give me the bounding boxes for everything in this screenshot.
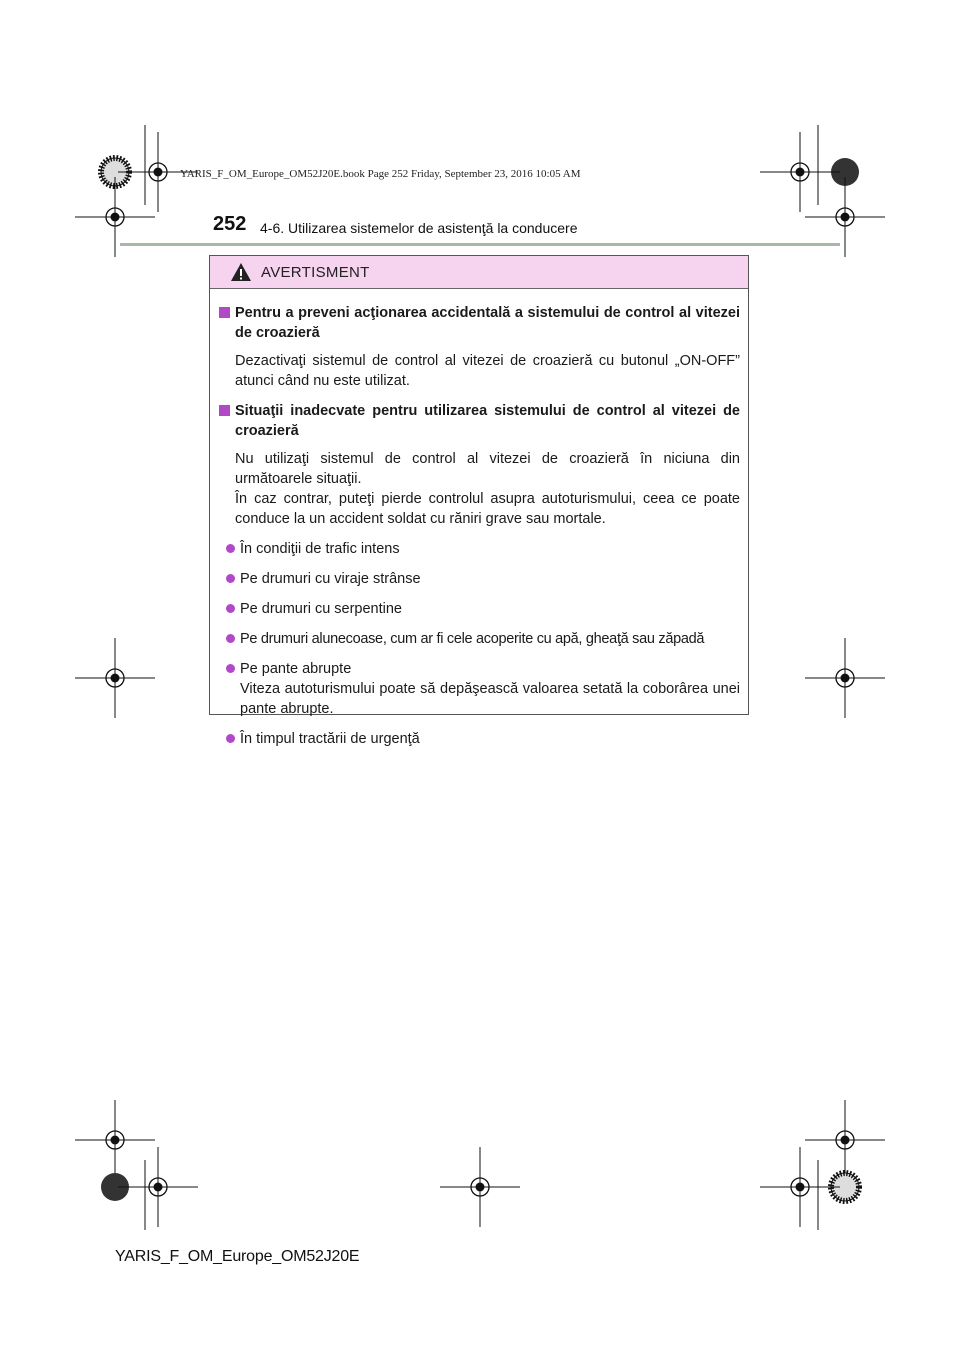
warning-body — [210, 289, 748, 749]
registration-mark-icon — [75, 1100, 155, 1180]
round-bullet-icon — [226, 604, 235, 613]
section-heading: Situaţii inadecvate pentru utilizarea sistemului de control al vitezei de croazieră — [218, 401, 740, 441]
warning-header — [210, 256, 748, 289]
round-bullet-icon — [226, 734, 235, 743]
section-heading: Pentru a preveni acţionarea accidentală a sistemului de control al vitezei de croazieră — [218, 303, 740, 343]
warning-title: AVERTISMENT — [261, 263, 370, 281]
registration-mark-icon — [440, 1147, 520, 1227]
list-item: Pe drumuri cu serpentine — [218, 599, 740, 619]
registration-mark-icon — [760, 1147, 840, 1227]
list-item: În condiţii de trafic intens — [218, 539, 740, 559]
registration-mark-icon — [805, 638, 885, 718]
page-number: 252 — [213, 213, 247, 235]
list-item: În timpul tractării de urgenţă — [218, 729, 740, 749]
registration-mark-icon — [118, 1147, 198, 1227]
registration-mark-icon — [760, 132, 840, 212]
round-bullet-icon — [226, 664, 235, 673]
print-note: YARIS_F_OM_Europe_OM52J20E.book Page 252 Friday, September 23, 2016 10:05 AM — [180, 168, 581, 180]
header-rule — [120, 243, 840, 246]
section-title: 4-6. Utilizarea sistemelor de asistenţă la conducere — [260, 220, 578, 236]
warning-triangle-icon — [230, 262, 252, 282]
list-item: Pe drumuri alunecoase, cum ar fi cele acoperite cu apă, gheaţă sau zăpadă — [218, 629, 740, 649]
list-item: Pe drumuri cu viraje strânse — [218, 569, 740, 589]
round-bullet-icon — [226, 574, 235, 583]
registration-mark-icon — [805, 1100, 885, 1180]
square-bullet-icon — [219, 405, 230, 416]
list-item: Pe pante abrupte Viteza autoturismului poate să depăşească valoarea setată la coborârea unei pante abrupte. — [218, 659, 740, 719]
section-text: Nu utilizaţi sistemul de control al vitezei de croazieră în niciuna din următoarele situaţii. În caz contrar, puteţi pierde controlul asupra autoturismului, ceea ce poate conduce la un accident soldat cu răniri grave sau mortale. — [235, 451, 740, 527]
warning-box — [209, 255, 749, 747]
footer-code: YARIS_F_OM_Europe_OM52J20E — [115, 1248, 360, 1265]
registration-mark-icon — [75, 638, 155, 718]
section-text: Dezactivaţi sistemul de control al vitezei de croazieră cu butonul „ON-OFF” atunci când nu este utilizat. — [235, 353, 740, 389]
round-bullet-icon — [226, 634, 235, 643]
round-bullet-icon — [226, 544, 235, 553]
square-bullet-icon — [219, 307, 230, 318]
